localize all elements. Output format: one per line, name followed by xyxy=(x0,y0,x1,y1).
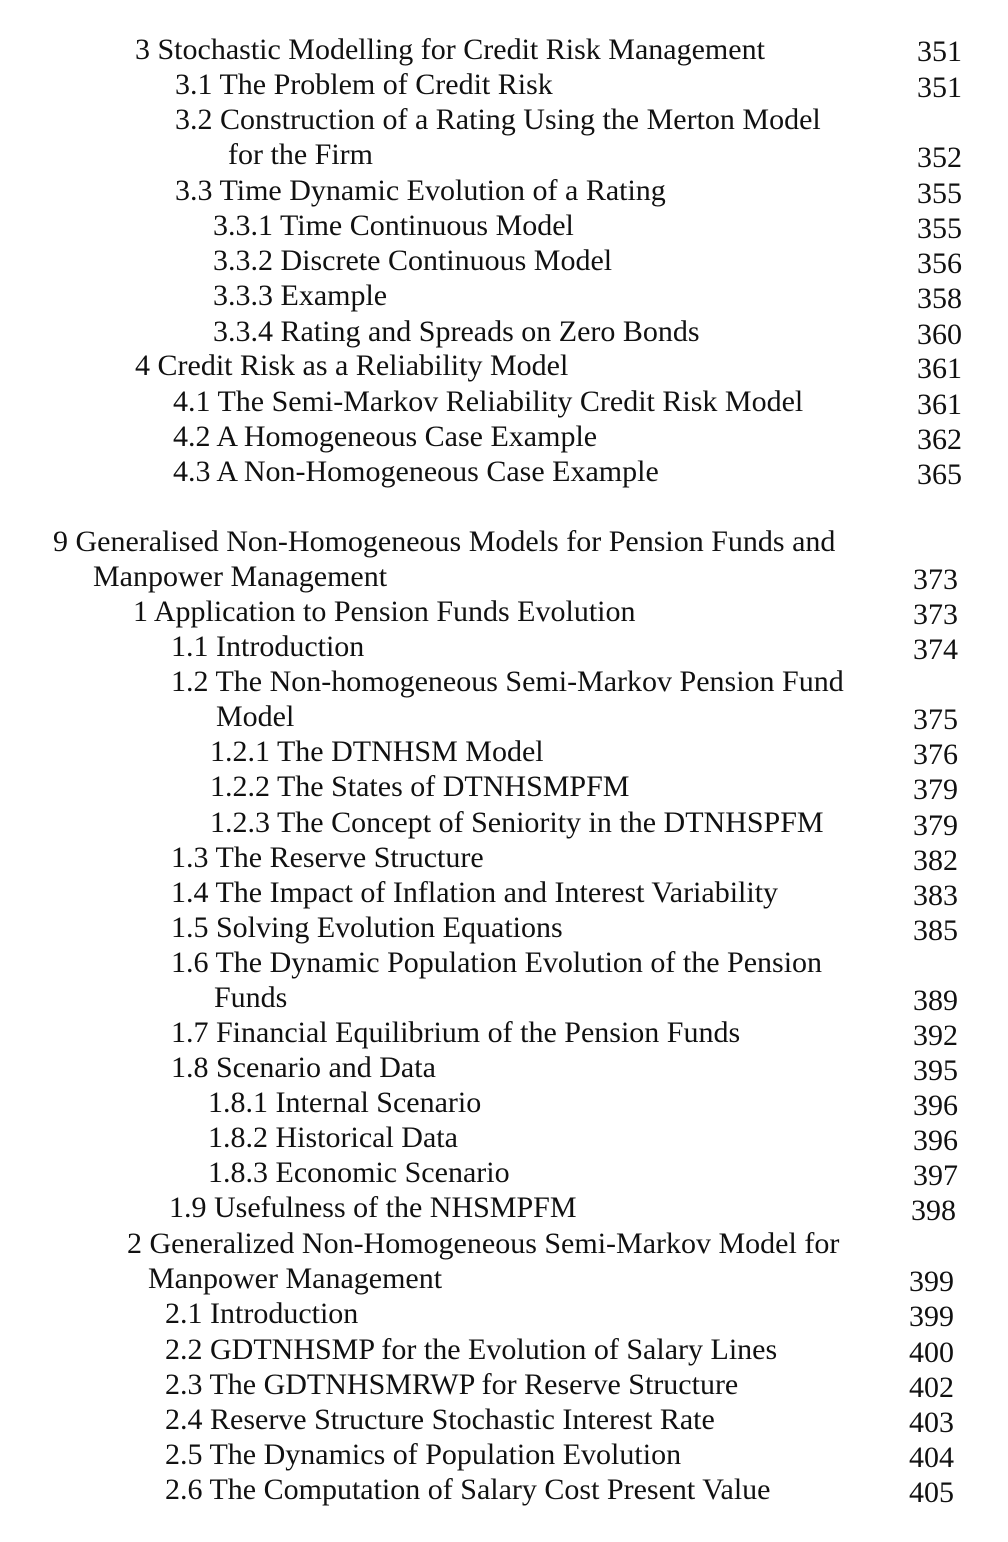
toc-entry-page: 400 xyxy=(909,1336,954,1369)
toc-entry-title: 1.9 Usefulness of the NHSMPFM xyxy=(169,1191,577,1224)
toc-entry-page: 373 xyxy=(913,563,958,596)
toc-entry xyxy=(0,524,1008,594)
toc-entry-title: 2.6 The Computation of Salary Cost Present Value xyxy=(165,1473,771,1506)
toc-entry-title: 4.1 The Semi-Markov Reliability Credit Risk Model xyxy=(173,385,804,418)
toc-entry-title xyxy=(171,664,931,734)
toc-entry-title: 3 Stochastic Modelling for Credit Risk Management xyxy=(135,33,765,66)
toc-entry-title-line: 3.2 Construction of a Rating Using the Merton Model xyxy=(175,103,821,136)
toc-entry-title: 2.3 The GDTNHSMRWP for Reserve Structure xyxy=(165,1368,739,1401)
toc-entry-title: 1.8.1 Internal Scenario xyxy=(208,1086,482,1119)
toc-entry-page: 361 xyxy=(917,388,962,421)
toc-entry-title: 1.1 Introduction xyxy=(171,630,365,663)
toc-entry-page: 399 xyxy=(909,1265,954,1298)
toc-entry xyxy=(0,102,1008,172)
toc-entry-title xyxy=(53,524,836,594)
toc-entry-page: 361 xyxy=(917,352,962,385)
toc-entry-title: 1.4 The Impact of Inflation and Interest Variability xyxy=(171,876,779,909)
toc-entry-page: 404 xyxy=(909,1441,954,1474)
toc-entry-page: 403 xyxy=(909,1406,954,1439)
toc-entry-title xyxy=(171,945,931,1015)
toc-entry-page: 382 xyxy=(913,844,958,877)
toc-entry-page: 383 xyxy=(913,879,958,912)
toc-entry-title: 1.5 Solving Evolution Equations xyxy=(171,911,563,944)
toc-entry-page: 399 xyxy=(909,1300,954,1333)
toc-entry-title: 4.2 A Homogeneous Case Example xyxy=(173,420,598,453)
toc-entry-page: 374 xyxy=(913,633,958,666)
toc-entry-page: 398 xyxy=(911,1194,956,1227)
toc-entry-page: 355 xyxy=(917,212,962,245)
toc-entry-title: 1.8.3 Economic Scenario xyxy=(208,1156,510,1189)
toc-entry-title-continuation: Manpower Management xyxy=(93,560,388,593)
toc-entry-title: 1.3 The Reserve Structure xyxy=(171,841,484,874)
toc-entry-title-continuation: Model xyxy=(216,700,295,733)
toc-entry-title: 3.3.1 Time Continuous Model xyxy=(213,209,574,242)
toc-entry-title: 1.7 Financial Equilibrium of the Pension Funds xyxy=(171,1016,741,1049)
toc-entry-title-line: 1.6 The Dynamic Population Evolution of the Pension xyxy=(171,946,823,979)
toc-entry xyxy=(0,454,1008,524)
toc-entry-page: 405 xyxy=(909,1476,954,1509)
toc-entry-title: 2.2 GDTNHSMP for the Evolution of Salary Lines xyxy=(165,1333,778,1366)
toc-entry-title: 1.2.1 The DTNHSM Model xyxy=(210,735,544,768)
toc-entry-title: 3.3 Time Dynamic Evolution of a Rating xyxy=(175,174,666,207)
toc-entry-page: 396 xyxy=(913,1089,958,1122)
toc-entry-title xyxy=(127,1226,887,1296)
toc-entry xyxy=(0,1226,1008,1296)
toc-entry xyxy=(0,1472,1008,1542)
toc-entry-page: 351 xyxy=(917,71,962,104)
toc-entry-page: 379 xyxy=(913,809,958,842)
toc-entry-title-continuation: Manpower Management xyxy=(148,1262,443,1295)
toc-entry-page: 373 xyxy=(913,598,958,631)
toc-entry-title-continuation: Funds xyxy=(214,981,288,1014)
toc-entry-page: 356 xyxy=(917,247,962,280)
toc-entry-title: 2.1 Introduction xyxy=(165,1297,359,1330)
toc-entry-title: 3.3.4 Rating and Spreads on Zero Bonds xyxy=(213,315,700,348)
toc-entry-page: 358 xyxy=(917,282,962,315)
toc-entry-title: 1.2.3 The Concept of Seniority in the DTNHSPFM xyxy=(210,806,824,839)
toc-entry-title: 4.3 A Non-Homogeneous Case Example xyxy=(173,455,659,488)
toc-entry-page: 379 xyxy=(913,773,958,806)
toc-entry-title: 3.3.3 Example xyxy=(213,279,388,312)
toc-entry-title: 2.4 Reserve Structure Stochastic Interest Rate xyxy=(165,1403,715,1436)
toc-entry-page: 402 xyxy=(909,1371,954,1404)
toc-entry-page: 351 xyxy=(917,35,962,68)
toc-entry-title: 1 Application to Pension Funds Evolution xyxy=(133,595,636,628)
toc-entry-page: 355 xyxy=(917,177,962,210)
toc-entry-page: 389 xyxy=(913,984,958,1017)
toc-entry-page: 395 xyxy=(913,1054,958,1087)
toc-entry-page: 360 xyxy=(917,318,962,351)
toc-entry-title: 1.2.2 The States of DTNHSMPFM xyxy=(210,770,630,803)
toc-entry-page: 397 xyxy=(913,1159,958,1192)
toc-entry xyxy=(0,945,1008,1015)
toc-entry-page: 375 xyxy=(913,703,958,736)
toc-entry-page: 376 xyxy=(913,738,958,771)
toc-entry-title-line: 1.2 The Non-homogeneous Semi-Markov Pension Fund xyxy=(171,665,844,698)
toc-entry-page: 365 xyxy=(917,458,962,491)
toc-entry-title-continuation: for the Firm xyxy=(228,138,373,171)
toc-entry-title: 4 Credit Risk as a Reliability Model xyxy=(135,349,569,382)
toc-entry-title: 3.3.2 Discrete Continuous Model xyxy=(213,244,613,277)
toc-entry-page: 396 xyxy=(913,1124,958,1157)
toc-entry-title xyxy=(175,102,935,172)
toc-entry-title-line: 2 Generalized Non-Homogeneous Semi-Markov Model for xyxy=(127,1227,840,1260)
toc-entry-page: 352 xyxy=(917,141,962,174)
toc-entry-page: 392 xyxy=(913,1019,958,1052)
toc-entry xyxy=(0,664,1008,734)
toc-entry-page: 385 xyxy=(913,914,958,947)
toc-entry-title: 1.8.2 Historical Data xyxy=(208,1121,458,1154)
toc-entry-page: 362 xyxy=(917,423,962,456)
toc-entry-title: 1.8 Scenario and Data xyxy=(171,1051,436,1084)
toc-entry-title: 2.5 The Dynamics of Population Evolution xyxy=(165,1438,682,1471)
toc-entry-title: 3.1 The Problem of Credit Risk xyxy=(175,68,553,101)
toc-entry-title-line: 9 Generalised Non-Homogeneous Models for Pension Funds and xyxy=(53,525,836,558)
